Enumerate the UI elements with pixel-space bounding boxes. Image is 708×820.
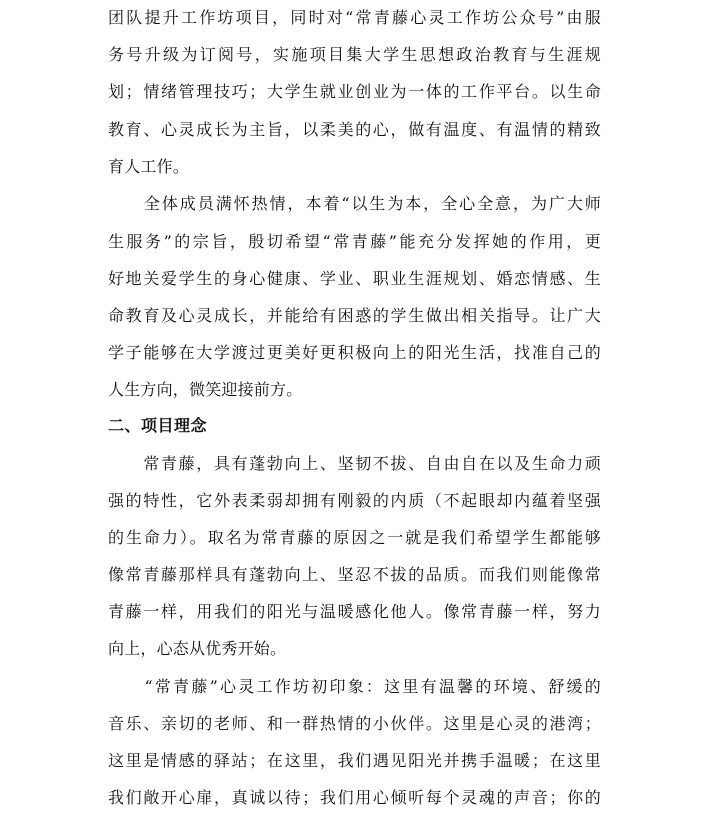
text-line: 生服务”的宗旨，殷切希望“常青藤”能充分发挥她的作用，更: [108, 232, 601, 251]
text-line: 育人工作。: [108, 157, 190, 176]
text-line: 教育、心灵成长为主旨，以柔美的心，做有温度、有温情的精致: [108, 120, 601, 139]
text-line: 这里是情感的驿站；在这里，我们遇见阳光并携手温暖；在这里: [108, 751, 601, 770]
text-line: 划；情绪管理技巧；大学生就业创业为一体的工作平台。以生命: [108, 82, 601, 101]
text-line: 务号升级为订阅号，实施项目集大学生思想政治教育与生涯规: [108, 45, 601, 64]
text-line: 我们敞开心扉，真诚以待；我们用心倾听每个灵魂的声音；你的: [108, 788, 601, 807]
text-line: 常青藤，具有蓬勃向上、坚韧不拔、自由自在以及生命力顽: [108, 454, 601, 473]
text-line: 强的特性，它外表柔弱却拥有刚毅的内质（不起眼却内蕴着坚强: [108, 491, 601, 510]
text-line: 人生方向，微笑迎接前方。: [108, 380, 303, 399]
section-heading: 二、项目理念: [108, 416, 208, 435]
text-line: 向上，心态从优秀开始。: [108, 639, 287, 658]
text-line: 好地关爱学生的身心健康、学业、职业生涯规划、婚恋情感、生: [108, 269, 601, 288]
text-line: 学子能够在大学渡过更美好更积极向上的阳光生活，找准自己的: [108, 343, 601, 362]
text-line: 全体成员满怀热情，本着“以生为本，全心全意，为广大师: [108, 194, 601, 213]
text-line: 像常青藤那样具有蓬勃向上、坚忍不拔的品质。而我们则能像常: [108, 565, 601, 584]
text-line: 命教育及心灵成长，并能给有困惑的学生做出相关指导。让广大: [108, 306, 601, 325]
text-line: 的生命力）。取名为常青藤的原因之一就是我们希望学生都能够: [108, 528, 601, 547]
text-line: 团队提升工作坊项目，同时对“常青藤心灵工作坊公众号”由服: [108, 8, 601, 27]
text-line: “常青藤”心灵工作坊初印象：这里有温馨的环境、舒缓的: [108, 677, 601, 696]
text-line: 音乐、亲切的老师、和一群热情的小伙伴。这里是心灵的港湾；: [108, 714, 601, 733]
text-line: 青藤一样，用我们的阳光与温暖感化他人。像常青藤一样，努力: [108, 602, 601, 621]
